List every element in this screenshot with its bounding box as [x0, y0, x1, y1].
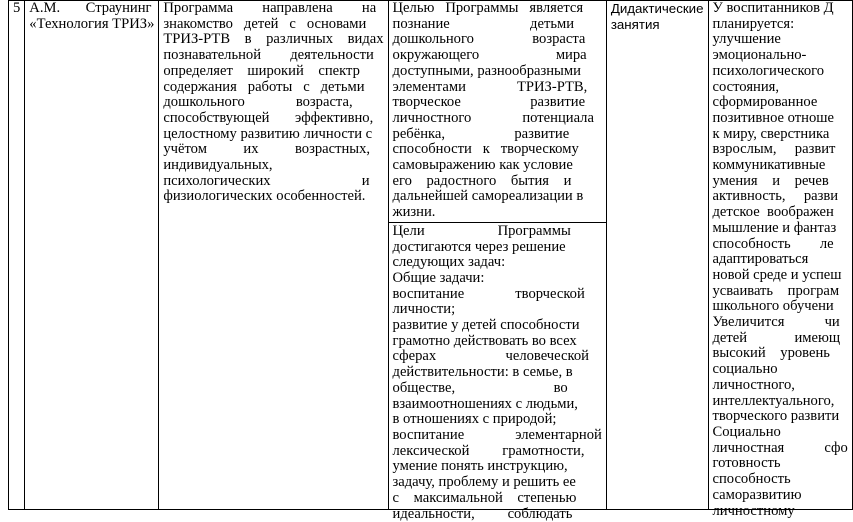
- result-text-line: личностному: [713, 504, 848, 520]
- expected-results-cell: [708, 1, 852, 510]
- result-text-line: позитивное отноше: [713, 111, 848, 127]
- tasks-text-line: с максимальной степенью: [393, 491, 602, 507]
- result-text-line: интеллектуального,: [713, 394, 848, 410]
- goal-text-line: Целью Программы является: [393, 1, 602, 17]
- result-text-line: усваивать програм: [713, 284, 848, 300]
- result-text-line: Социально: [713, 425, 848, 441]
- program-text-line: Программа направлена на: [163, 1, 383, 17]
- program-description-cell: [159, 1, 388, 510]
- tasks-text-line: Общие задачи:: [393, 271, 602, 287]
- program-text-line: дошкольного возраста,: [163, 95, 383, 111]
- result-text-line: школьного обучени: [713, 299, 848, 315]
- result-text-line: способность: [713, 472, 848, 488]
- goal-text-line: дальнейшей самореализации в: [393, 189, 602, 205]
- result-text-line: детское воображен: [713, 205, 848, 221]
- goal-text-line: его радостного бытия и: [393, 174, 602, 190]
- program-tasks-block: [389, 222, 606, 522]
- tasks-text-line: задачу, проблему и решить ее: [393, 475, 602, 491]
- result-text-line: коммуникативные: [713, 158, 848, 174]
- tasks-text-line: Цели Программы: [393, 224, 602, 240]
- goal-text-line: дошкольного возраста: [393, 32, 602, 48]
- result-text-line: активность, разви: [713, 189, 848, 205]
- author-cell: [25, 1, 159, 510]
- result-text-line: состояния,: [713, 80, 848, 96]
- program-text-line: учётом их возрастных,: [163, 142, 383, 158]
- result-text-line: способность ле: [713, 237, 848, 253]
- result-text-line: взрослым, развит: [713, 142, 848, 158]
- goal-text-line: жизни.: [393, 205, 602, 221]
- tasks-text-line: в отношениях с природой;: [393, 412, 602, 428]
- tasks-text-line: воспитание творческой: [393, 287, 602, 303]
- result-text-line: Увеличится чи: [713, 315, 848, 331]
- program-text-line: ТРИЗ-РТВ в различных видах: [163, 32, 383, 48]
- result-text-line: адаптироваться: [713, 252, 848, 268]
- result-text-line: умения и речев: [713, 174, 848, 190]
- result-text-line: У воспитанников Д: [713, 1, 848, 17]
- program-table: [8, 0, 853, 510]
- program-text-line: содержания работы с детьми: [163, 80, 383, 96]
- tasks-text-line: умение понять инструкцию,: [393, 459, 602, 475]
- result-text-line: новой среде и успеш: [713, 268, 848, 284]
- tasks-text-line: обществе, во: [393, 381, 602, 397]
- row-number: 5: [13, 0, 20, 16]
- goal-text-line: доступными, разнообразными: [393, 64, 602, 80]
- goal-text-line: окружающего мира: [393, 48, 602, 64]
- result-text-line: детей имеющ: [713, 331, 848, 347]
- result-text-line: творческого развити: [713, 409, 848, 425]
- goal-text-line: способности к творческому: [393, 142, 602, 158]
- tasks-text-line: сферах человеческой: [393, 349, 602, 365]
- goal-text-line: творческое развитие: [393, 95, 602, 111]
- goal-text-line: элементами ТРИЗ-РТВ,: [393, 80, 602, 96]
- result-text-line: личностная сфо: [713, 441, 848, 457]
- result-text-line: социально: [713, 362, 848, 378]
- program-text-line: познавательной деятельности: [163, 48, 383, 64]
- author-text-line: А.М. Страунинг: [29, 1, 154, 17]
- goal-text-line: познание детьми: [393, 17, 602, 33]
- tasks-text-line: действительности: в семье, в: [393, 365, 602, 381]
- result-text-line: личностного,: [713, 378, 848, 394]
- tasks-text-line: воспитание элементарной: [393, 428, 602, 444]
- program-text-line: целостному развитию личности с: [163, 127, 383, 143]
- program-goal-cell: [388, 1, 606, 510]
- activity-form-text: Дидактические занятия: [611, 1, 704, 32]
- result-text-line: саморазвитию: [713, 488, 848, 504]
- tasks-text-line: грамотно действовать во всех: [393, 334, 602, 350]
- program-text-line: определяет широкий спектр: [163, 64, 383, 80]
- program-text-line: знакомство детей с основами: [163, 17, 383, 33]
- program-text-line: индивидуальных,: [163, 158, 383, 174]
- author-text-line: «Технология ТРИЗ»: [29, 17, 154, 33]
- activity-form-cell: [606, 1, 708, 510]
- result-text-line: улучшение: [713, 32, 848, 48]
- tasks-text-line: развитие у детей способности: [393, 318, 602, 334]
- program-text-line: способствующей эффективно,: [163, 111, 383, 127]
- table-row: [9, 1, 853, 510]
- tasks-text-line: лексической грамотности,: [393, 444, 602, 460]
- result-text-line: планируется:: [713, 17, 848, 33]
- result-text-line: психологического: [713, 64, 848, 80]
- result-text-line: эмоционально-: [713, 48, 848, 64]
- result-text-line: высокий уровень: [713, 346, 848, 362]
- tasks-text-line: следующих задач:: [393, 255, 602, 271]
- tasks-text-line: достигаются через решение: [393, 240, 602, 256]
- result-text-line: сформированное: [713, 95, 848, 111]
- row-number-cell: [9, 1, 25, 510]
- tasks-text-line: взаимоотношениях с людьми,: [393, 397, 602, 413]
- goal-text-line: личностного потенциала: [393, 111, 602, 127]
- result-text-line: к миру, сверстника: [713, 127, 848, 143]
- goal-text-line: ребёнка, развитие: [393, 127, 602, 143]
- tasks-text-line: личности;: [393, 302, 602, 318]
- goal-text-line: самовыражению как условие: [393, 158, 602, 174]
- result-text-line: готовность: [713, 456, 848, 472]
- program-text-line: психологических и: [163, 174, 383, 190]
- program-text-line: физиологических особенностей.: [163, 189, 383, 205]
- result-text-line: мышление и фантаз: [713, 221, 848, 237]
- tasks-text-line: идеальности, соблюдать: [393, 507, 602, 522]
